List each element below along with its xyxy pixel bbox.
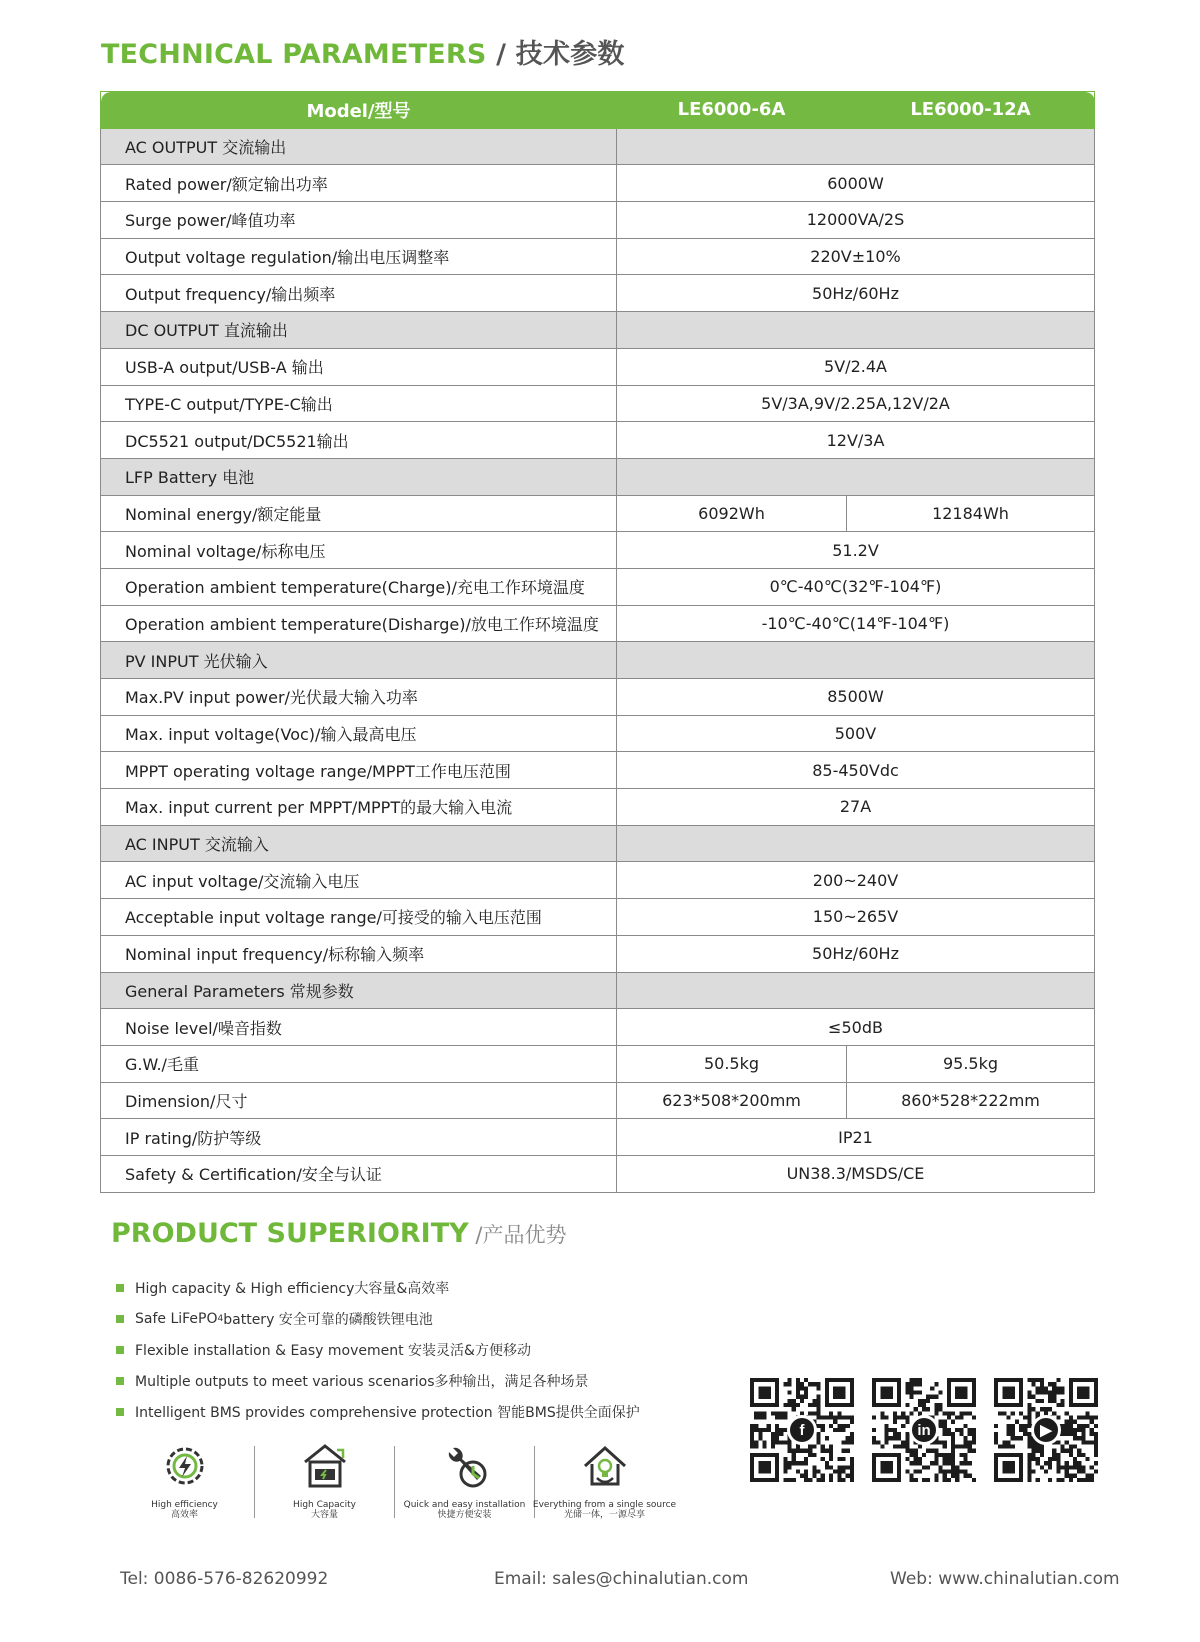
model-column-6a: LE6000-6A — [617, 92, 847, 129]
section-empty-cell — [617, 128, 1095, 165]
param-label: Rated power/额定输出功率 — [101, 165, 617, 202]
table-row — [101, 862, 1095, 899]
param-value-6a: 623*508*200mm — [617, 1082, 847, 1119]
table-row — [101, 1045, 1095, 1082]
model-column-12a: LE6000-12A — [847, 92, 1095, 129]
feature-icon-block — [115, 1440, 254, 1530]
param-label: Acceptable input voltage range/可接受的输入电压范围 — [101, 899, 617, 936]
param-value: IP21 — [617, 1119, 1095, 1156]
model-header: Model/型号 — [101, 92, 617, 129]
feature-text: Intelligent BMS provides comprehensive protection 智能BMS提供全面保护 — [135, 1404, 640, 1421]
section-label: LFP Battery 电池 — [101, 458, 617, 495]
house-solar-icon — [579, 1440, 631, 1492]
section-empty-cell — [617, 972, 1095, 1009]
footer-web[interactable]: Web: www.chinalutian.com — [890, 1569, 1120, 1589]
table-row — [101, 422, 1095, 459]
page-title — [101, 32, 625, 71]
feature-text: High capacity & High efficiency大容量&高效率 — [135, 1280, 450, 1297]
section-row — [101, 972, 1095, 1009]
section-empty-cell — [617, 458, 1095, 495]
qr-code[interactable] — [994, 1378, 1098, 1482]
table-row — [101, 165, 1095, 202]
superiority-title-cn: /产品优势 — [468, 1223, 567, 1247]
param-label: Max.PV input power/光伏最大输入功率 — [101, 679, 617, 716]
param-label: Safety & Certification/安全与认证 — [101, 1155, 617, 1192]
param-label: Nominal input frequency/标称输入频率 — [101, 935, 617, 972]
section-label: PV INPUT 光伏输入 — [101, 642, 617, 679]
icon-caption-cn: 大容量 — [310, 1510, 338, 1520]
feature-icon-block — [532, 1440, 677, 1530]
param-value: 8500W — [617, 679, 1095, 716]
table-row — [101, 1119, 1095, 1156]
table-row — [101, 385, 1095, 422]
house-battery-icon — [299, 1440, 351, 1492]
feature-subscript: 4 — [217, 1313, 224, 1324]
param-label: Max. input voltage(Voc)/输入最高电压 — [101, 715, 617, 752]
section-label: DC OUTPUT 直流输出 — [101, 312, 617, 349]
feature-item — [116, 1303, 640, 1334]
table-row — [101, 679, 1095, 716]
param-label: Dimension/尺寸 — [101, 1082, 617, 1119]
section-empty-cell — [617, 825, 1095, 862]
facebook-icon: f — [787, 1415, 817, 1445]
param-value: -10℃-40℃(14℉-104℉) — [617, 605, 1095, 642]
icon-caption-en: High efficiency — [151, 1500, 218, 1510]
feature-item — [116, 1334, 640, 1365]
feature-text-post: battery 安全可靠的磷酸铁锂电池 — [223, 1311, 433, 1328]
param-label: Operation ambient temperature(Charge)/充电工作环境温度 — [101, 568, 617, 605]
section-row — [101, 128, 1095, 165]
param-label: Output frequency/输出频率 — [101, 275, 617, 312]
param-label: Operation ambient temperature(Disharge)/放电工作环境温度 — [101, 605, 617, 642]
section-empty-cell — [617, 312, 1095, 349]
bullet-icon — [116, 1346, 124, 1354]
wrench-tool-icon — [439, 1440, 491, 1492]
table-row — [101, 568, 1095, 605]
page-title-cn: / 技术参数 — [486, 39, 625, 70]
superiority-title — [111, 1218, 566, 1249]
table-row — [101, 715, 1095, 752]
param-value: 12000VA/2S — [617, 202, 1095, 239]
param-label: AC input voltage/交流输入电压 — [101, 862, 617, 899]
feature-list — [116, 1272, 640, 1427]
param-value: 200~240V — [617, 862, 1095, 899]
param-value-6a: 50.5kg — [617, 1045, 847, 1082]
feature-item — [116, 1272, 640, 1303]
param-label: DC5521 output/DC5521输出 — [101, 422, 617, 459]
feature-text: Safe LiFePO — [135, 1310, 218, 1327]
section-row — [101, 642, 1095, 679]
param-value-12a: 95.5kg — [847, 1045, 1095, 1082]
section-row — [101, 312, 1095, 349]
table-header-row — [101, 92, 1095, 129]
table-row — [101, 238, 1095, 275]
table-row — [101, 275, 1095, 312]
bullet-icon — [116, 1408, 124, 1416]
param-label: Output voltage regulation/输出电压调整率 — [101, 238, 617, 275]
param-value: ≤50dB — [617, 1009, 1095, 1046]
table-row — [101, 1009, 1095, 1046]
param-label: USB-A output/USB-A 输出 — [101, 348, 617, 385]
table-row — [101, 899, 1095, 936]
param-label: Nominal energy/额定能量 — [101, 495, 617, 532]
param-value: 150~265V — [617, 899, 1095, 936]
icon-caption-en: High Capacity — [293, 1500, 356, 1510]
section-label: AC OUTPUT 交流输出 — [101, 128, 617, 165]
param-value: 50Hz/60Hz — [617, 275, 1095, 312]
icon-caption-en: Quick and easy installation — [403, 1500, 526, 1510]
param-value: UN38.3/MSDS/CE — [617, 1155, 1095, 1192]
table-row — [101, 202, 1095, 239]
bullet-icon — [116, 1284, 124, 1292]
param-value: 220V±10% — [617, 238, 1095, 275]
table-row — [101, 495, 1095, 532]
param-value: 12V/3A — [617, 422, 1095, 459]
qr-code[interactable] — [750, 1378, 854, 1482]
page-title-en: TECHNICAL PARAMETERS — [101, 39, 487, 70]
param-value: 51.2V — [617, 532, 1095, 569]
icon-caption-en: Everything from a single source — [532, 1500, 677, 1510]
bullet-icon — [116, 1377, 124, 1385]
gear-lightning-icon — [159, 1440, 211, 1492]
param-value: 0℃-40℃(32℉-104℉) — [617, 568, 1095, 605]
param-value: 85-450Vdc — [617, 752, 1095, 789]
footer-tel: Tel: 0086-576-82620992 — [120, 1569, 329, 1589]
feature-item — [116, 1396, 640, 1427]
feature-text: Flexible installation & Easy movement 安装灵活&方便移动 — [135, 1342, 531, 1359]
param-label: IP rating/防护等级 — [101, 1119, 617, 1156]
bullet-icon — [116, 1315, 124, 1323]
icon-caption-cn: 快捷方便安装 — [437, 1510, 492, 1520]
feature-icon-block — [395, 1440, 534, 1530]
table-row — [101, 789, 1095, 826]
table-row — [101, 1155, 1095, 1192]
section-label: General Parameters 常规参数 — [101, 972, 617, 1009]
table-row — [101, 1082, 1095, 1119]
param-label: Surge power/峰值功率 — [101, 202, 617, 239]
param-value: 27A — [617, 789, 1095, 826]
icon-caption-cn: 高效率 — [170, 1510, 198, 1520]
section-label: AC INPUT 交流输入 — [101, 825, 617, 862]
table-row — [101, 935, 1095, 972]
spec-table-body — [101, 128, 1095, 1192]
spec-table — [100, 91, 1095, 1193]
param-value: 5V/2.4A — [617, 348, 1095, 385]
section-row — [101, 458, 1095, 495]
param-value-6a: 6092Wh — [617, 495, 847, 532]
param-value: 6000W — [617, 165, 1095, 202]
section-row — [101, 825, 1095, 862]
param-value-12a: 12184Wh — [847, 495, 1095, 532]
qr-code-row — [750, 1378, 1098, 1482]
param-value: 500V — [617, 715, 1095, 752]
feature-item — [116, 1365, 640, 1396]
param-label: MPPT operating voltage range/MPPT工作电压范围 — [101, 752, 617, 789]
superiority-title-en: PRODUCT SUPERIORITY — [111, 1218, 469, 1249]
feature-text: Multiple outputs to meet various scenarios多种输出，满足各种场景 — [135, 1373, 589, 1390]
footer-email[interactable]: Email: sales@chinalutian.com — [494, 1569, 749, 1589]
param-label: G.W./毛重 — [101, 1045, 617, 1082]
qr-code[interactable] — [872, 1378, 976, 1482]
param-value: 5V/3A,9V/2.25A,12V/2A — [617, 385, 1095, 422]
param-value-12a: 860*528*222mm — [847, 1082, 1095, 1119]
feature-icon-block — [255, 1440, 394, 1530]
linkedin-icon: in — [909, 1415, 939, 1445]
param-label: TYPE-C output/TYPE-C输出 — [101, 385, 617, 422]
table-row — [101, 752, 1095, 789]
icon-caption-cn: 光储一体，一源尽享 — [563, 1510, 645, 1520]
table-row — [101, 348, 1095, 385]
table-row — [101, 532, 1095, 569]
table-row — [101, 605, 1095, 642]
param-label: Max. input current per MPPT/MPPT的最大输入电流 — [101, 789, 617, 826]
youtube-icon: ▶ — [1031, 1415, 1061, 1445]
section-empty-cell — [617, 642, 1095, 679]
param-label: Nominal voltage/标称电压 — [101, 532, 617, 569]
param-label: Noise level/噪音指数 — [101, 1009, 617, 1046]
param-value: 50Hz/60Hz — [617, 935, 1095, 972]
feature-icons-row — [115, 1440, 677, 1530]
